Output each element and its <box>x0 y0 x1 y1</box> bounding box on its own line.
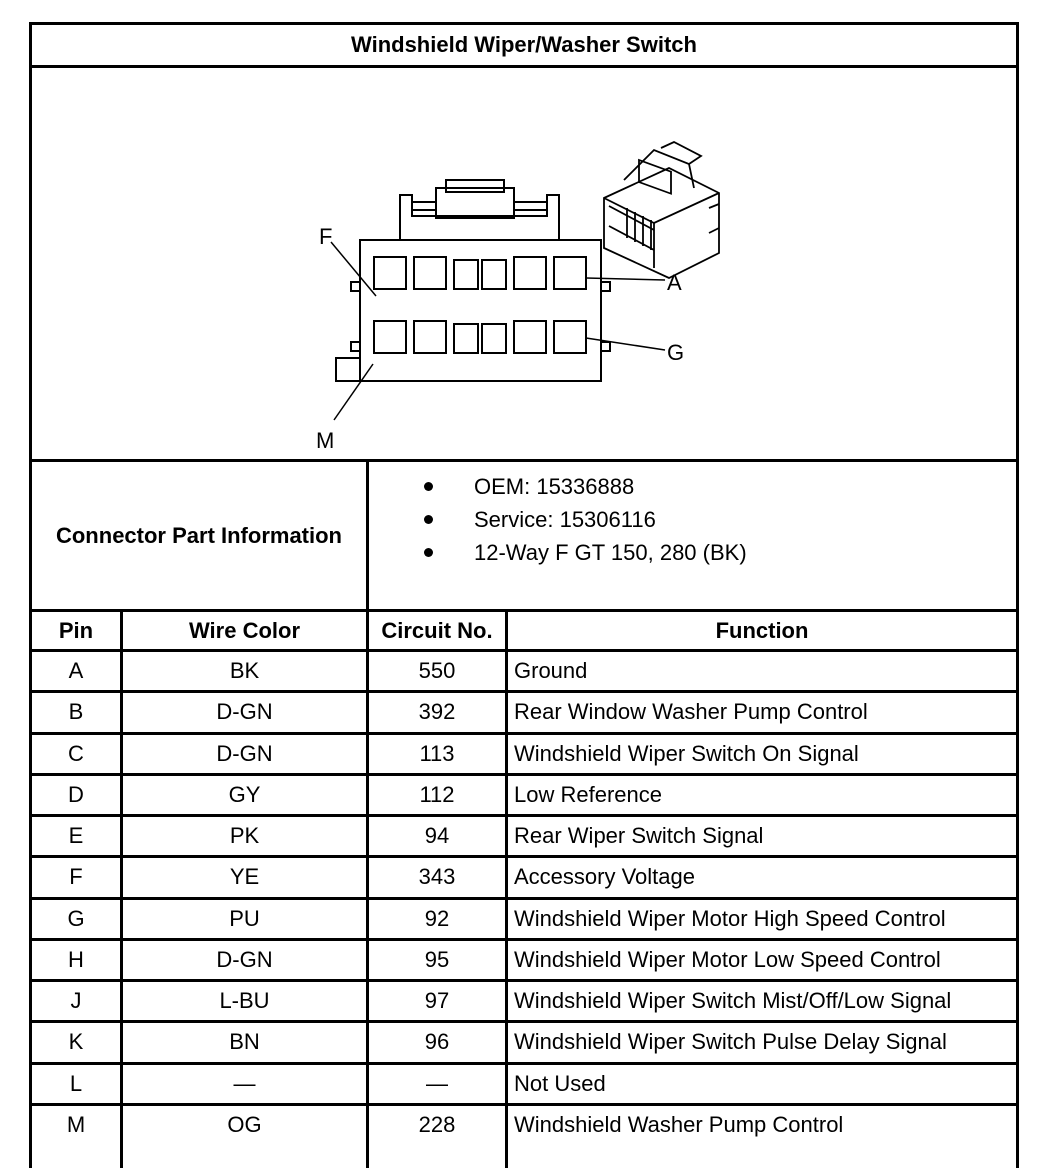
row-divider <box>29 814 1019 817</box>
callout-m: M <box>316 428 335 453</box>
connector-sheet <box>29 22 1019 1168</box>
header-function: Function <box>715 617 809 643</box>
cell-circuit-no: 94 <box>424 823 450 849</box>
cell-function: Windshield Wiper Switch On Signal <box>514 740 859 766</box>
cell-wire-color: BK <box>229 658 260 684</box>
terminal-cavities <box>374 257 586 353</box>
header-circuit-no: Circuit No. <box>381 617 493 643</box>
cell-circuit-no: 112 <box>419 781 455 807</box>
callout-f: F <box>319 224 333 249</box>
connector-iso-image <box>604 142 719 278</box>
connector-info-item: Service: 15306116 <box>369 503 747 536</box>
cell-circuit-no: 228 <box>418 1111 456 1137</box>
callout-a: A <box>667 270 682 295</box>
cell-function: Windshield Wiper Switch Pulse Delay Signal <box>514 1029 947 1055</box>
connector-info-item: OEM: 15336888 <box>369 470 747 503</box>
cell-pin: M <box>66 1111 86 1137</box>
cell-wire-color: D-GN <box>216 699 273 725</box>
cell-function: Ground <box>514 658 588 684</box>
callout-g: G <box>667 340 685 365</box>
cell-circuit-no: 550 <box>418 658 456 684</box>
header-pin: Pin <box>58 617 94 643</box>
cell-circuit-no: 95 <box>424 946 450 972</box>
cell-wire-color: — <box>233 1070 256 1096</box>
cell-function: Windshield Washer Pump Control <box>514 1111 844 1137</box>
cell-circuit-no: 113 <box>419 740 455 766</box>
cell-function: Rear Wiper Switch Signal <box>514 823 764 849</box>
cell-pin: F <box>69 864 83 890</box>
cell-circuit-no: 92 <box>424 905 450 931</box>
connector-info-item: 12-Way F GT 150, 280 (BK) <box>369 536 747 569</box>
cell-pin: L <box>69 1070 83 1096</box>
cell-pin: E <box>68 823 84 849</box>
cell-wire-color: PU <box>229 905 260 931</box>
cell-function: Windshield Wiper Motor High Speed Control <box>514 905 946 931</box>
cell-function: Windshield Wiper Switch Mist/Off/Low Signal <box>514 988 952 1014</box>
bullet-icon <box>424 482 433 491</box>
header-wire-color: Wire Color <box>188 617 301 643</box>
cell-wire-color: YE <box>229 864 260 890</box>
cell-wire-color: D-GN <box>216 946 273 972</box>
connector-diagram <box>29 68 1019 460</box>
cell-wire-color: BN <box>229 1029 260 1055</box>
connector-info-list <box>369 462 1019 612</box>
cell-pin: G <box>67 905 85 931</box>
cell-pin: B <box>68 699 84 725</box>
cell-pin: D <box>68 781 84 807</box>
row-divider <box>29 732 1019 735</box>
cell-circuit-no: 392 <box>418 699 456 725</box>
row-divider <box>29 690 1019 693</box>
row-divider <box>29 1020 1019 1023</box>
row-divider <box>29 1062 1019 1065</box>
cell-function: Low Reference <box>514 781 662 807</box>
cell-pin: A <box>68 658 84 684</box>
row-divider <box>29 1103 1019 1106</box>
cell-pin: K <box>68 1029 84 1055</box>
row-divider <box>29 897 1019 900</box>
cell-circuit-no: 343 <box>418 864 456 890</box>
bullet-icon <box>424 515 433 524</box>
cell-pin: J <box>70 988 82 1014</box>
cell-wire-color: GY <box>228 781 261 807</box>
row-divider <box>29 855 1019 858</box>
row-divider <box>29 979 1019 982</box>
page-title: Windshield Wiper/Washer Switch <box>351 32 697 57</box>
cell-function: Not Used <box>514 1070 606 1096</box>
cell-function: Windshield Wiper Motor Low Speed Control <box>514 946 941 972</box>
bullet-icon <box>424 548 433 557</box>
cell-function: Rear Window Washer Pump Control <box>514 699 868 725</box>
cell-circuit-no: — <box>426 1070 448 1096</box>
cell-wire-color: L-BU <box>219 988 270 1014</box>
cell-pin: H <box>68 946 84 972</box>
cell-circuit-no: 96 <box>424 1029 450 1055</box>
connector-info-label: Connector Part Information <box>55 522 342 548</box>
cell-pin: C <box>68 740 84 766</box>
cell-wire-color: D-GN <box>216 740 273 766</box>
row-divider <box>29 938 1019 941</box>
cell-circuit-no: 97 <box>424 988 450 1014</box>
cell-wire-color: OG <box>227 1111 262 1137</box>
cell-wire-color: PK <box>229 823 260 849</box>
row-divider <box>29 773 1019 776</box>
cell-function: Accessory Voltage <box>514 864 695 890</box>
